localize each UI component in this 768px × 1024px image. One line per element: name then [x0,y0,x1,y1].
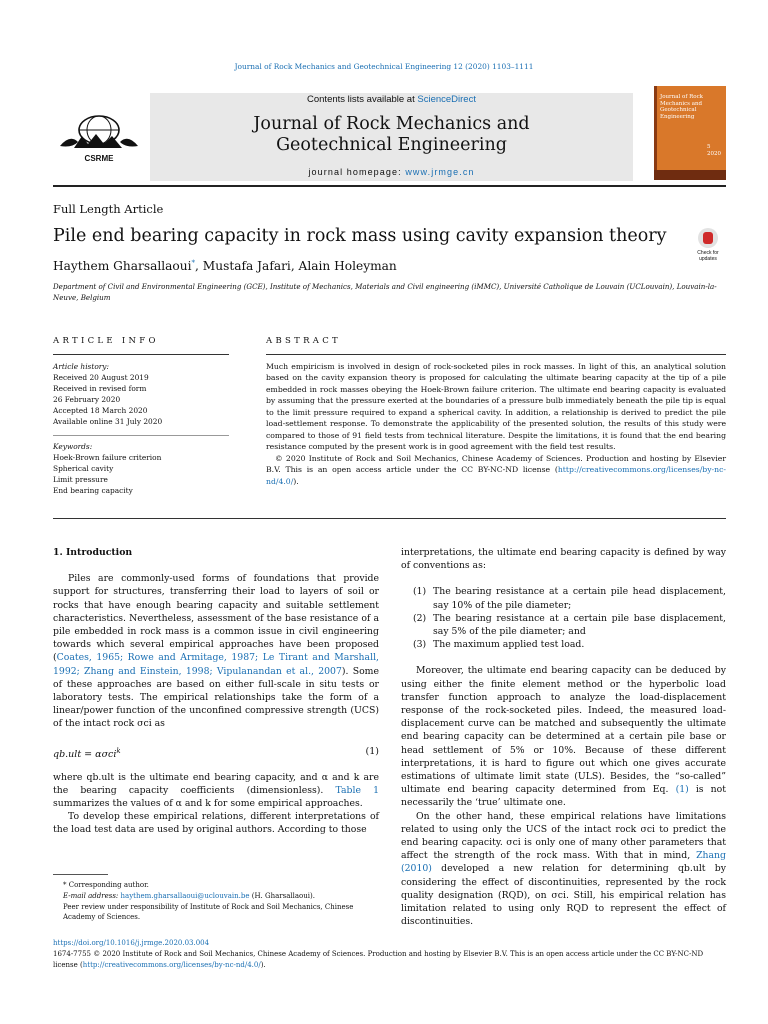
right-paragraph-3 [401,810,726,929]
equation-body [53,745,121,761]
list-number: (3) [413,639,427,651]
equation-number: (1) [365,745,379,757]
check-for-updates-badge[interactable] [689,228,727,266]
abstract-text: Much empiricism is involved in design of rock-socketed piles in rock masses. In light of this, an analytical solution based on the cavity expansion theory is proposed for calculating the ultimate bearing capacity at the tip of a pile embedded in rock masses obeying the Hoek-Brown failure criterion. The ultimate end bearing capacity is evaluated by assuming that the pressure exerted at the boundaries of a pressure bulb immediately beneath the pile tip is equal to the limit pressure required to expand a spherical cavity. In addition, a relationship is derived to predict the pile load-settlement response. To demonstrate the applicability of the presented solution, the results of this study were compared to those of 91 field tests from technical literature. Despite the limitations, it is found that the end bearing resistance computed by the present work is in good agreement with the field test results. [266,362,726,452]
table-1-link[interactable]: Table 1 [335,784,379,796]
p2-text-b: is not necessarily the ‘true’ ultimate one. [401,784,727,809]
email-link[interactable]: haythem.gharsallaoui@uclouvain.be [120,891,250,900]
list-number: (1) [413,586,427,598]
logo-text: CSRME [84,154,114,163]
issn-end: ). [260,960,266,969]
cover-issue [707,144,721,158]
contents-prefix: Contents lists available at [307,94,418,105]
corresponding-author-note: * Corresponding author. [63,881,149,889]
journal-title [150,114,633,156]
right-paragraph-1: interpretations, the ultimate end bearing capacity is defined by way of conventions as: [401,547,726,572]
journal-homepage [150,167,633,177]
keyword: Hoek-Brown failure criterion [53,453,162,462]
p1-text-b: ). Some of these approaches are based on either full-scale in situ tests or laboratory tests. The empirical relationships take the form of a linear/power function of the unconfined compressive strength (UCS) of the intact rock σci as [53,665,379,730]
info-divider [53,435,229,436]
list-item [401,585,726,611]
left-column [53,546,379,837]
article-info [53,361,229,427]
list-item [401,638,726,651]
keyword: Limit pressure [53,475,108,484]
right-paragraph-2 [401,664,726,809]
cover-year: 2020 [707,151,721,157]
list-item [401,612,726,638]
contents-line [150,94,633,105]
journal-title-line-1: Journal of Rock Mechanics and [253,114,530,134]
abstract-rule [266,354,726,355]
cover-title: Journal of Rock Mechanics and Geotechnical Engineering [660,94,703,120]
history-item: 26 February 2020 [53,395,121,404]
info-rule [53,354,229,355]
list-text: The bearing resistance at a certain pile base displacement, say 5% of the pile diameter; and [433,612,726,638]
list-text: The bearing resistance at a certain pile head displacement, say 10% of the pile diameter; [433,586,726,611]
abstract-heading: ABSTRACT [266,336,341,346]
keywords-label: Keywords: [53,442,93,451]
section-heading: 1. Introduction [53,547,133,558]
p3-text-a: On the other hand, these empirical relations have limitations related to using only the UCS of the intact rock σci to predict the end bearing capacity. σci is only one of many other parameters that affect the strength of the rock mass. With that in mind, [401,810,726,862]
copyright-end: ). [293,476,299,486]
p3-text-b: developed a new relation for determining qb.ult by considering the effect of discontinuities, represented by the rock quality designation (RQD), on σci. Still, his empirical relation has limitation related to using only RQD to represent the effect of discontinuities. [401,863,726,928]
first-author[interactable]: Haythem Gharsallaoui [53,259,192,274]
journal-cover-thumbnail[interactable] [654,86,726,180]
footnote-rule [53,874,108,875]
badge-label: Check for updates [697,250,719,262]
history-label: Article history: [53,362,109,371]
abstract-bottom-rule [53,518,726,519]
list-number: (2) [413,612,427,624]
intro-paragraph-2 [53,771,379,811]
header-rule [53,185,726,187]
copyright-text: © 2020 Institute of Rock and Soil Mechanics, Chinese Academy of Sciences. Production and hosting by Elsevier B.V. This is an open access article under the CC BY-NC-ND license ( [266,453,726,475]
license-link[interactable]: http://creativecommons.org/licenses/by-nc-nd/4.0/ [266,465,726,486]
journal-citation[interactable]: Journal of Rock Mechanics and Geotechnical Engineering 12 (2020) 1103–1111 [234,62,534,71]
zhang-2010-link[interactable]: Zhang (2010) [401,850,726,875]
list-text: The maximum applied test load. [433,639,585,651]
intro-paragraph-1 [53,572,379,730]
equation-exponent: k [116,746,121,755]
right-column [401,546,726,928]
csrme-logo [52,108,147,168]
abstract [266,361,726,487]
homepage-link[interactable]: www.jrmge.cn [405,167,475,177]
article-info-heading: ARTICLE INFO [53,336,159,346]
footer-license-link[interactable]: http://creativecommons.org/licenses/by-nc-nd/4.0/ [82,960,261,969]
history-item: Received in revised form [53,384,147,393]
p2-text-a: where qb.ult is the ultimate end bearing capacity, and α and k are the bearing capacity coefficients (dimensionless). [53,771,379,796]
footnotes [53,880,379,923]
cover-spine [654,86,657,180]
cover-issue-number: 5 [707,144,711,150]
equation-1 [53,731,379,771]
issn-license [53,949,726,971]
sciencedirect-link[interactable]: ScienceDirect [417,94,476,105]
issn-text: 1674-7755 © 2020 Institute of Rock and Soil Mechanics, Chinese Academy of Sciences. Production and hosting by Elsevier B.V. This is an open access article under the CC BY-NC-ND license ( [53,949,704,969]
affiliation: Department of Civil and Environmental Engineering (GCE), Institute of Mechanics, Materials and Civil engineering (iMMC), Université Catholique de Louvain (UCLouvain), Louvain-la-Neuve, Belgium [53,282,717,302]
email-note [53,891,379,902]
p1-text-a: Piles are commonly-used forms of foundations that provide support for structures, transferring their load to layers of soil or rocks that have enough bearing capacity and suitable settlement characteristics. Nevertheless, assessment of the base resistance of a pile embedded in rock mass is a common issue in civil engineering towards which several empirical approaches have been proposed ( [53,573,379,664]
bookmark-icon [703,232,713,244]
history-item: Available online 31 July 2020 [53,417,163,426]
page-footer [53,938,726,970]
p2-text-b: summarizes the values of α and k for some empirical approaches. [53,798,363,810]
email-label: E-mail address: [63,891,121,900]
conventions-list [401,585,726,651]
citation-links[interactable]: Coates, 1965; Rowe and Armitage, 1987; Le Tirant and Marshall, 1992; Zhang and Einstein, 1998; Vipulanandan et al., 2007 [53,652,379,677]
author-list [53,259,397,273]
article-title: Pile end bearing capacity in rock mass using cavity expansion theory [53,226,667,246]
article-type: Full Length Article [53,202,164,216]
other-authors: , Mustafa Jafari, Alain Holeyman [195,259,397,274]
peer-review-note: Peer review under responsibility of Institute of Rock and Soil Mechanics, Chinese Academy of Sciences. [63,902,354,922]
doi-link[interactable]: https://doi.org/10.1016/j.jrmge.2020.03.004 [53,939,210,947]
intro-paragraph-3: To develop these empirical relations, different interpretations of the load test data are used by original authors. According to those [53,811,379,836]
email-end: (H. Gharsallaoui). [249,891,315,900]
history-item: Accepted 18 March 2020 [53,406,148,415]
keywords-block [53,441,229,496]
keyword: Spherical cavity [53,464,114,473]
equation-1-link[interactable]: (1) [675,784,689,796]
p2-text-a: Moreover, the ultimate end bearing capacity can be deduced by using either the finite element method or the hyperbolic load transfer function approach to analyze the load-displacement response of the rock-socketed piles. Indeed, the measured load-displacement curve can be matched and subsequently the ultimate end bearing capacity can be determined at a certain pile base or head settlement of 5% or 10%. Because of these different interpretations, it is hard to figure out which one gives accurate estimations of ultimate limit state (ULS). Besides, the “so-called” ultimate end bearing capacity determined from Eq. [401,665,726,796]
cover-strip [654,170,726,180]
history-item: Received 20 August 2019 [53,373,149,382]
journal-title-line-2: Geotechnical Engineering [276,135,507,155]
equation-lhs: qb.ult = ασci [53,748,117,760]
corresponding-mark[interactable]: * [191,259,196,267]
abstract-copyright [266,453,726,487]
homepage-prefix: journal homepage: [308,167,406,177]
keyword: End bearing capacity [53,486,133,495]
